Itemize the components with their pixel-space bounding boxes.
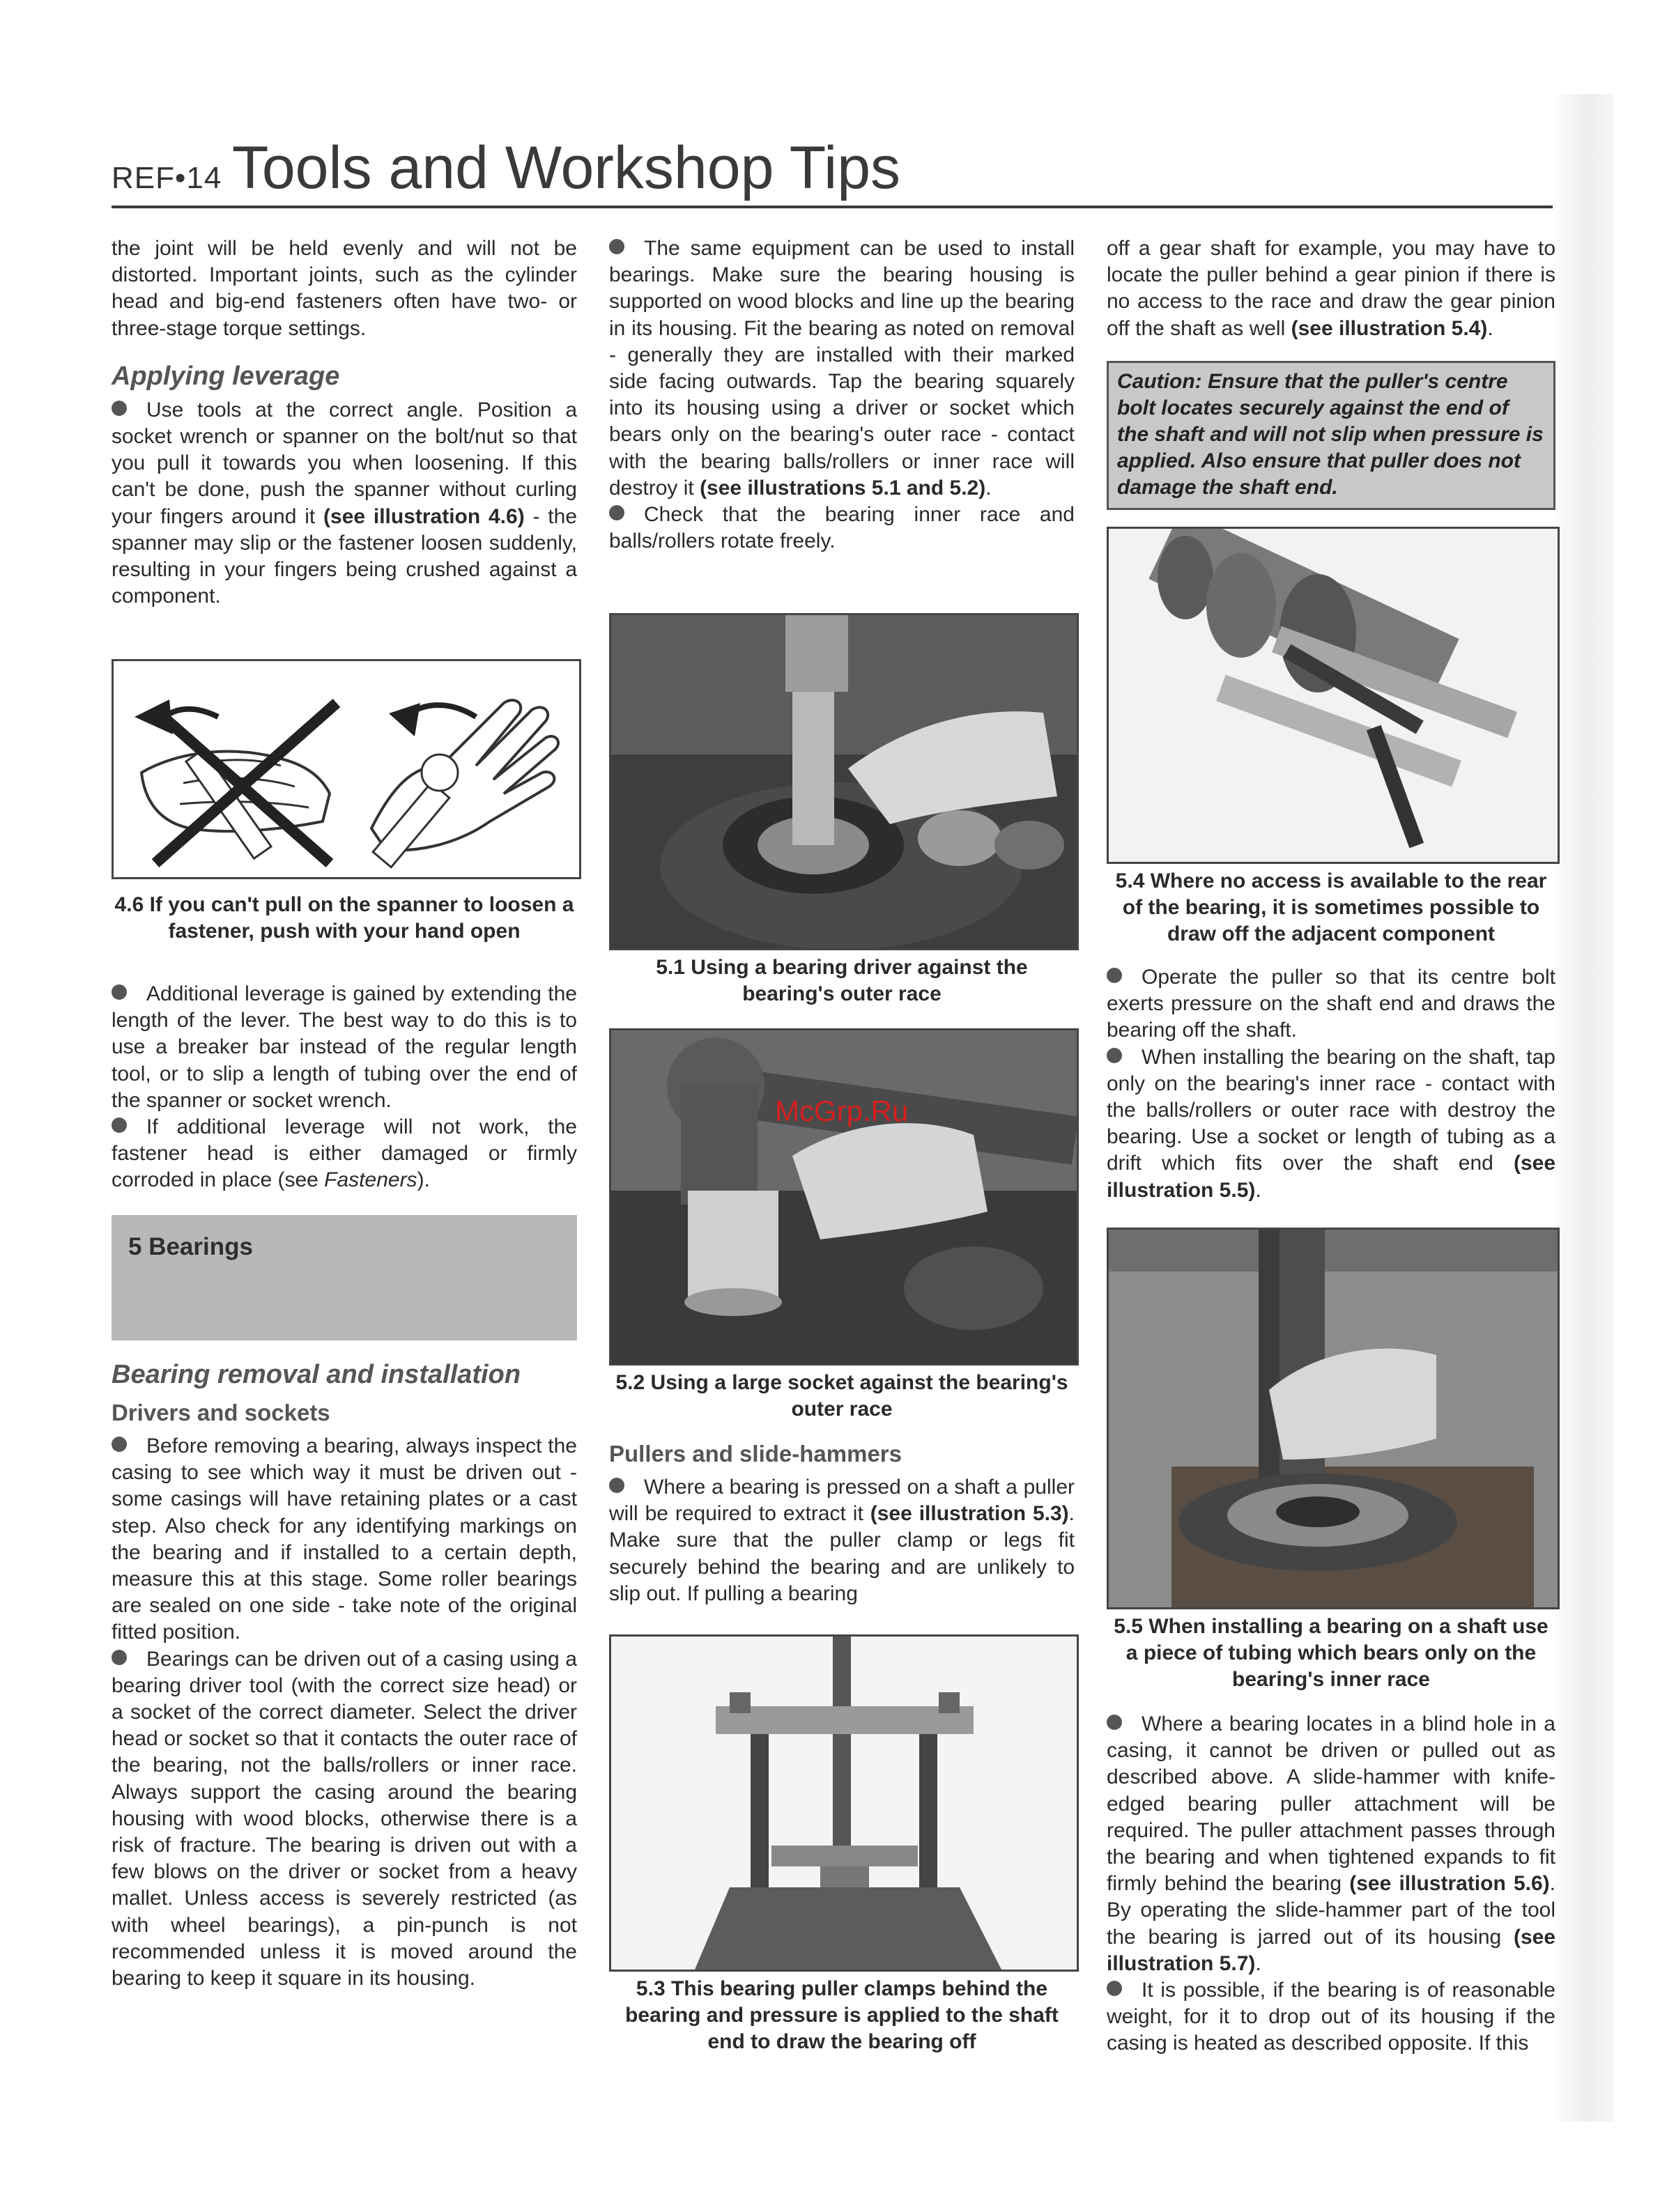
- bullet-icon: [609, 1478, 624, 1493]
- header-rule: [112, 206, 1553, 208]
- caution-text: Caution: Ensure that the puller's centre bolt locates securely against the end of the shaft and will not slip when pressure is applied. Also ensure that puller does not damage the shaft end.: [1117, 370, 1544, 499]
- caption-5-4: 5.4 Where no access is available to the rear of the bearing, it is sometimes possible to draw off the adjacent component: [1115, 869, 1547, 945]
- bullet-icon: [112, 401, 127, 416]
- bullet-icon: [112, 1650, 127, 1665]
- figure-5-2: [609, 1028, 1079, 1366]
- caption-4-6-block: [112, 892, 577, 945]
- illustration-ref: (see illustrations 5.1 and 5.2): [700, 476, 986, 500]
- bullet-icon: [609, 505, 624, 520]
- illustration-ref: (see illustration 5.6): [1349, 1872, 1550, 1896]
- section-heading-box: [112, 1215, 577, 1340]
- column-3-middle: [1107, 964, 1555, 1204]
- bullet-icon: [1107, 1981, 1122, 1996]
- caption-5-2-block: [609, 1370, 1075, 1423]
- figure-5-1: [609, 613, 1079, 950]
- column-1-bearings: [112, 1360, 577, 1992]
- bullet-icon: [1107, 1715, 1122, 1730]
- figure-4-6: [112, 659, 581, 879]
- photo-tubing-on-shaft: [1109, 1230, 1558, 1607]
- hand-spanner-drawing: [114, 661, 579, 877]
- bullet-icon: [112, 1437, 127, 1452]
- paragraph-pullers-1: Where a bearing is pressed on a shaft a puller will be required to extract it (see illustration 5.3). Make sure that the puller clamp or legs fit securely behind the bearing and are unlikely to slip out. If pulling a bearing: [609, 1476, 1075, 1605]
- paragraph-drivers-1: Before removing a bearing, always inspect the casing to see which way it must be driven out - some casings will have retaining plates or a cast step. Also check for any identifying markings on the bearing and if installed to a certain depth, measure this at this stage. Some roller bearings are sealed on one side - take note of the original fitted position.: [112, 1434, 577, 1644]
- caption-5-1: 5.1 Using a bearing driver against the bearing's outer race: [656, 956, 1028, 1005]
- bullet-icon: [609, 239, 624, 254]
- caption-5-3-block: [609, 1976, 1075, 2055]
- photo-bearing-puller: [611, 1637, 1077, 1970]
- paragraph-continued: the joint will be held evenly and will not be distorted. Important joints, such as the cylinder head and big-end fasteners often have two- or three-stage torque settings.: [112, 237, 577, 340]
- bullet-icon: [112, 984, 127, 1000]
- page-title: Tools and Workshop Tips: [231, 134, 901, 201]
- paragraph-install-2: Check that the bearing inner race and balls/rollers rotate freely.: [609, 503, 1075, 553]
- section-title: 5 Bearings: [128, 1233, 253, 1260]
- caption-5-5: 5.5 When installing a bearing on a shaft use a piece of tubing which bears only on the bearing's inner race: [1114, 1615, 1548, 1691]
- paragraph-operate-puller: Operate the puller so that its centre bolt exerts pressure on the shaft end and draws the bearing off the shaft.: [1107, 966, 1555, 1042]
- heading-pullers: Pullers and slide-hammers: [609, 1441, 902, 1467]
- caution-box: [1107, 361, 1555, 510]
- page-header: [112, 134, 900, 203]
- caption-4-6: 4.6 If you can't pull on the spanner to loosen a fastener, push with your hand open: [114, 893, 574, 943]
- paragraph-gear-shaft: off a gear shaft for example, you may have to locate the puller behind a gear pinion if there is no access to the race and draw the gear pinion off the shaft as well (see illustration 5.4).: [1107, 237, 1555, 340]
- column-3-lower: [1107, 1711, 1555, 2057]
- figure-5-4: [1107, 527, 1560, 864]
- bullet-icon: [1107, 968, 1122, 983]
- column-3: [1107, 235, 1555, 342]
- photo-gear-shaft-puller: [1109, 529, 1558, 862]
- paragraph-blind-hole: Where a bearing locates in a blind hole in a casing, it cannot be driven or pulled out as described above. A slide-hammer with knife-edged bearing puller attachment will be required. The puller attachment passes through the bearing and when tightened expands to fit firmly behind the bearing (see illustration 5.6). By operating the slide-hammer part of the tool the bearing is jarred out of its housing (see illustration 5.7).: [1107, 1712, 1556, 1975]
- heading-bearing-removal: Bearing removal and installation: [112, 1360, 521, 1389]
- illustration-ref: (see illustration 5.3): [870, 1502, 1069, 1526]
- paragraph-heated-casing: It is possible, if the bearing is of reasonable weight, for it to drop out of its housing if the casing is heated as described opposite. If this: [1107, 1979, 1555, 2055]
- bullet-icon: [1107, 1048, 1122, 1063]
- caption-5-4-block: [1107, 868, 1555, 948]
- column-2-pullers: [609, 1441, 1075, 1607]
- paragraph-leverage-1: Use tools at the correct angle. Position a socket wrench or spanner on the bolt/nut so that you pull it towards you when loosening. If this can't be done, push the spanner without curling your fingers around it (see illustration 4.6) - the spanner may slip or the fastener loosen suddenly, resulting in your fingers being crushed against a component.: [112, 398, 577, 608]
- photo-large-socket: [611, 1030, 1077, 1363]
- paragraph-installing-shaft: When installing the bearing on the shaft, tap only on the bearing's inner race - contact with the balls/rollers or outer race with destroy the bearing. Use a socket or length of tubing as a drift which fits over the shaft end (see illustration 5.5).: [1107, 1045, 1555, 1202]
- column-1: [112, 235, 577, 610]
- heading-applying-leverage: Applying leverage: [112, 361, 340, 391]
- paragraph-leverage-2: Additional leverage is gained by extending the length of the lever. The best way to do this is to use a breaker bar instead of the regular length tool, or to slip a length of tubing over the end of the spanner or socket wrench.: [112, 982, 577, 1112]
- paragraph-drivers-2: Bearings can be driven out of a casing using a bearing driver tool (with the correct size head) or a socket of the correct diameter. Select the driver head or socket so that it contacts the outer race of the bearing, not the balls/rollers or inner race. Always support the casing around the bearing housing with wood blocks, otherwise there is a risk of fracture. The bearing is driven out with a few blows on the driver or socket from a heavy mallet. Unless access is severely restricted (as with wheel bearings), a pin-punch is not recommended unless it is moved around the bearing to keep it square in its housing.: [112, 1647, 577, 1990]
- column-1-lower: [112, 981, 577, 1194]
- column-2: [609, 235, 1075, 555]
- illustration-ref: (see illustration 5.7): [1107, 1925, 1555, 1975]
- heading-drivers-sockets: Drivers and sockets: [112, 1400, 330, 1425]
- page-reference: REF•14: [112, 161, 222, 195]
- paragraph-install-1: The same equipment can be used to install bearings. Make sure the bearing housing is supported on wood blocks and line up the bearing in its housing. Fit the bearing as noted on removal - generally they are installed with their marked side facing outwards. Tap the bearing squarely into its housing using a driver or socket which bears only on the bearing's outer race - contact with the bearing balls/rollers or inner race will destroy it (see illustrations 5.1 and 5.2).: [609, 237, 1075, 500]
- watermark: McGrp.Ru: [775, 1095, 909, 1127]
- caption-5-2: 5.2 Using a large socket against the bearing's outer race: [615, 1371, 1068, 1421]
- caption-5-3: 5.3 This bearing puller clamps behind the bearing and pressure is applied to the shaft end to draw the bearing off: [625, 1977, 1059, 2053]
- figure-5-3: [609, 1634, 1079, 1972]
- bullet-icon: [112, 1117, 127, 1133]
- caption-5-1-block: [609, 954, 1075, 1007]
- page-edge-shadow: [1551, 94, 1613, 2121]
- illustration-ref: (see illustration 5.5): [1107, 1152, 1555, 1202]
- figure-5-5: [1107, 1228, 1560, 1609]
- paragraph-leverage-3: If additional leverage will not work, the fastener head is either damaged or firmly corroded in place (see Fasteners).: [112, 1115, 577, 1192]
- illustration-ref: (see illustration 5.4): [1291, 316, 1488, 340]
- illustration-ref: (see illustration 4.6): [323, 504, 525, 528]
- photo-bearing-driver: [611, 615, 1077, 948]
- caption-5-5-block: [1107, 1614, 1555, 1693]
